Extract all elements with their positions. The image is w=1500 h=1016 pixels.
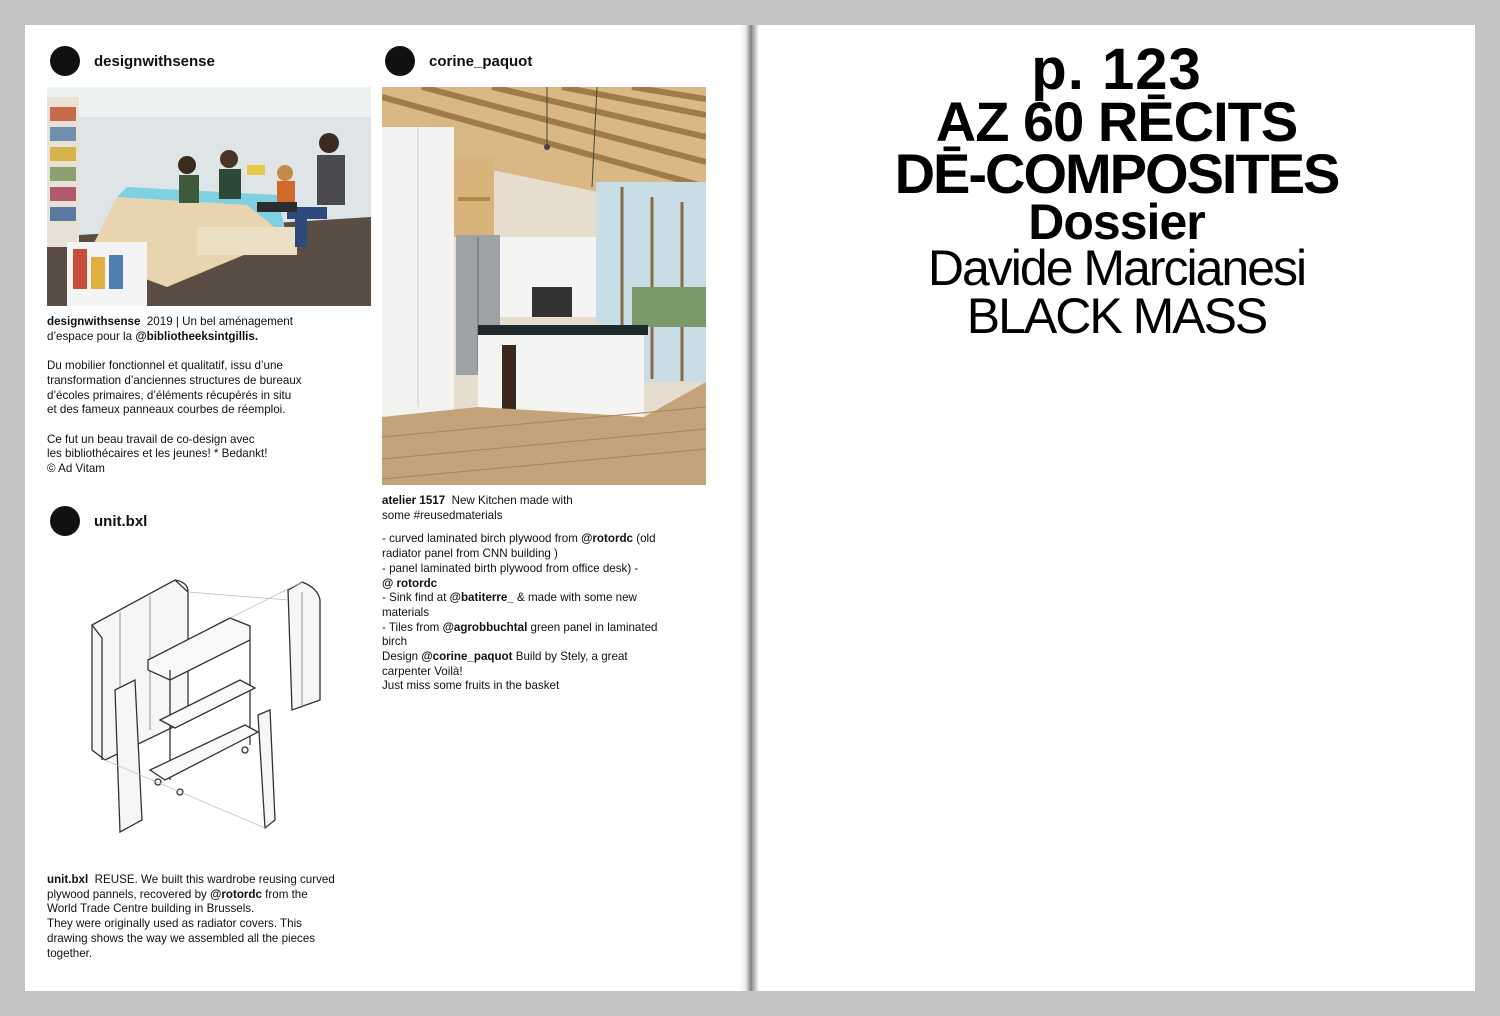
article-title: BLACK MASS (966, 288, 1267, 344)
caption-line (382, 621, 712, 636)
post-header-unit-bxl (50, 506, 147, 536)
caption-line: d’écoles primaires, d’éléments récupérés in situ (47, 388, 292, 402)
caption-line: Du mobilier fonctionnel et qualitatif, issu d’une (47, 359, 283, 373)
kitchen-photo-image (382, 87, 706, 485)
caption-user: designwithsense (47, 315, 141, 328)
caption-line: They were originally used as radiator covers. This (47, 917, 302, 931)
caption-line (47, 315, 367, 330)
caption-line: together. (47, 946, 93, 960)
caption-line: some #reusedmaterials (382, 508, 503, 522)
post-username: designwithsense (94, 52, 215, 70)
library-photo-image (47, 87, 371, 306)
post-caption-designwithsense (47, 315, 367, 477)
caption-line: © Ad Vitam (47, 462, 105, 475)
post-header-corine-paquot (385, 46, 532, 76)
mention-link[interactable]: @bibliotheeksintgillis. (135, 329, 259, 343)
post-username: unit.bxl (94, 512, 148, 530)
post-header-designwithsense (50, 46, 215, 76)
section-title-line1: AZ 60 RĒCITS (935, 90, 1298, 153)
caption-text: - Tiles from (382, 620, 443, 634)
caption-line (47, 330, 367, 345)
caption-text: New Kitchen made with (445, 494, 573, 507)
caption-line: et des fameux panneaux courbes de réemploi. (47, 403, 286, 417)
caption-text: d’espace pour la (47, 329, 136, 343)
caption-line: transformation d’anciennes structures de bureaux (47, 373, 302, 387)
caption-text: - Sink find at (382, 591, 450, 605)
wardrobe-drawing-image (80, 570, 350, 840)
caption-line (382, 494, 712, 509)
caption-line: Just miss some fruits in the basket (382, 679, 560, 693)
wardrobe-drawing (80, 570, 350, 840)
caption-text: from the (261, 887, 308, 901)
caption-user: unit.bxl (47, 873, 89, 886)
mention-link[interactable]: @batiterre_ (449, 591, 514, 605)
caption-line (382, 591, 712, 606)
caption-text: REUSE. We built this wardrobe reusing curved (88, 873, 335, 886)
caption-line: - panel laminated birth plywood from office desk) - (382, 561, 639, 575)
caption-line (382, 532, 712, 547)
avatar (385, 46, 415, 76)
caption-line (382, 577, 712, 592)
caption-line: carpenter Voilà! (382, 664, 463, 678)
caption-text: (old (633, 532, 656, 546)
caption-line: drawing shows the way we assembled all the pieces (47, 931, 316, 945)
caption-text: Design (382, 650, 422, 664)
mention-link[interactable]: @ rotordc (382, 576, 438, 590)
caption-line: World Trade Centre building in Brussels. (47, 902, 255, 916)
post-caption-unit-bxl (47, 873, 377, 961)
caption-text: - curved laminated birch plywood from (382, 532, 582, 546)
right-page (758, 25, 1475, 991)
caption-text: plywood pannels, recovered by (47, 887, 211, 901)
left-page (25, 25, 743, 991)
caption-line: materials (382, 605, 430, 619)
mention-link[interactable]: @rotordc (210, 887, 262, 901)
avatar (50, 506, 80, 536)
caption-text: 2019 | Un bel aménagement (140, 315, 293, 328)
library-photo (47, 87, 371, 306)
post-caption-corine-paquot (382, 494, 712, 694)
caption-line: les bibliothécaires et les jeunes! * Bedankt! (47, 447, 268, 461)
caption-line: radiator panel from CNN building ) (382, 547, 558, 561)
section-title-line2: DĒ-COMPOSITES (894, 142, 1339, 205)
caption-line (47, 888, 377, 903)
caption-text: Build by Stely, a great (512, 650, 628, 664)
mention-link[interactable]: @rotordc (581, 532, 633, 546)
caption-line: Ce fut un beau travail de co-design avec (47, 432, 255, 446)
avatar (50, 46, 80, 76)
caption-text: green panel in laminated (527, 620, 658, 634)
mention-link[interactable]: @agrobbuchtal (442, 620, 528, 634)
caption-text: & made with some new (513, 591, 637, 605)
caption-line: birch (382, 635, 408, 649)
dossier-label: Dossier (1028, 194, 1205, 250)
caption-line (47, 873, 377, 888)
post-username: corine_paquot (429, 52, 533, 70)
caption-line (382, 650, 712, 665)
mention-link[interactable]: @corine_paquot (421, 650, 513, 664)
kitchen-photo (382, 87, 706, 485)
caption-user: atelier 1517 (382, 494, 446, 507)
page-number-title: p. 123 (1031, 37, 1202, 102)
author-name: Davide Marcianesi (927, 240, 1306, 296)
